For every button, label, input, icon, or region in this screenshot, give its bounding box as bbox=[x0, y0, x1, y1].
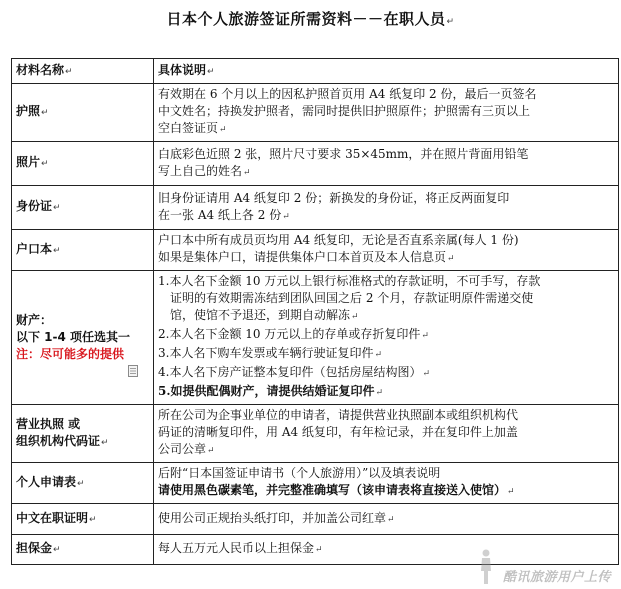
header-description: 具体说明↵ bbox=[154, 59, 619, 84]
row-employment bbox=[12, 504, 619, 535]
description-application: 后附“日本国签证申请书（个人旅游用）”以及填表说明 请使用黑色碳素笔，并完整准确填写（该申请表将直接送入使馆）↵ bbox=[154, 463, 619, 504]
row-assets bbox=[12, 271, 619, 405]
material-name-license: 营业执照 或 组织机构代码证↵ bbox=[12, 405, 154, 463]
material-name-passport: 护照↵ bbox=[12, 84, 154, 142]
assets-item: 2.本人名下金额 10 万元以上的存单或存折复印件↵ bbox=[158, 327, 429, 341]
description-photo: 白底彩色近照 2 张，照片尺寸要求 35×45mm，并在照片背面用铅笔 写上自己的姓名↵ bbox=[154, 142, 619, 186]
description-passport: 有效期在 6 个月以上的因私护照首页用 A4 纸复印 2 份，最后一页签名 中文姓名；持换发护照者，需同时提供旧护照原件；护照需有三页以上 空白签证页↵ bbox=[154, 84, 619, 142]
material-name-assets: 财产： 以下 1-4 项任选其一 注：尽可能多的提供 bbox=[12, 271, 154, 405]
description-idcard: 旧身份证请用 A4 纸复印 2 份；新换发的身份证，将正反两面复印 在一张 A4 纸上各 2 份↵ bbox=[154, 186, 619, 230]
watermark: 酷讯旅游用户上传 bbox=[502, 570, 611, 585]
material-name-application: 个人申请表↵ bbox=[12, 463, 154, 504]
watermark-figure-icon bbox=[479, 549, 493, 585]
description-deposit: 每人五万元人民币以上担保金↵ bbox=[154, 535, 619, 565]
material-name-idcard: 身份证↵ bbox=[12, 186, 154, 230]
description-license: 所在公司为企事业单位的申请者，请提供营业执照副本或组织机构代 码证的清晰复印件，用 A4 纸复印，有年检记录，并在复印件上加盖 公司公章↵ bbox=[154, 405, 619, 463]
assets-item: 1.本人名下金额 10 万元以上银行标准格式的存款证明，不可手写，存款 bbox=[158, 274, 541, 288]
row-application bbox=[12, 463, 619, 504]
table-header-row bbox=[12, 59, 619, 84]
assets-item: 3.本人名下购车发票或车辆行驶证复印件↵ bbox=[158, 346, 382, 360]
header-material-name: 材料名称↵ bbox=[12, 59, 154, 84]
material-name-deposit: 担保金↵ bbox=[12, 535, 154, 565]
assets-item: 4.本人名下房产证整本复印件（包括房屋结构图）↵ bbox=[158, 365, 430, 379]
material-name-photo: 照片↵ bbox=[12, 142, 154, 186]
assets-item: 5.如提供配偶财产，请提供结婚证复印件↵ bbox=[158, 384, 384, 398]
row-hukou bbox=[12, 230, 619, 271]
assets-note: 注：尽可能多的提供 bbox=[16, 347, 125, 361]
material-name-hukou: 户口本↵ bbox=[12, 230, 154, 271]
row-passport bbox=[12, 84, 619, 142]
row-idcard bbox=[12, 186, 619, 230]
page-title: 日本个人旅游签证所需资料－－在职人员↵ bbox=[166, 10, 455, 28]
row-license bbox=[12, 405, 619, 463]
row-photo bbox=[12, 142, 619, 186]
description-assets: 1.本人名下金额 10 万元以上银行标准格式的存款证明，不可手写，存款 证明的有效期需冻结到团队回国之后 2 个月，存款证明原件需递交使 馆，使馆不予退还，到期自动解冻↵ 2.本人名下金额 10 万元以上的存单或存折复印件↵ 3.本人名下购车发票或车辆行驶证复印件↵ 4.本人名下房产证整本复印件（包括房屋结构图）↵ 5.如提供配偶财产，请提供结婚证复印件↵ bbox=[154, 271, 619, 405]
document-icon bbox=[128, 365, 138, 377]
row-deposit bbox=[12, 535, 619, 565]
material-name-employment: 中文在职证明↵ bbox=[12, 504, 154, 535]
description-employment: 使用公司正规抬头纸打印，并加盖公司红章↵ bbox=[154, 504, 619, 535]
description-hukou: 户口本中所有成员页均用 A4 纸复印，无论是否直系亲属(每人 1 份) 如果是集体户口，请提供集体户口本首页及本人信息页↵ bbox=[154, 230, 619, 271]
materials-table bbox=[11, 58, 619, 565]
